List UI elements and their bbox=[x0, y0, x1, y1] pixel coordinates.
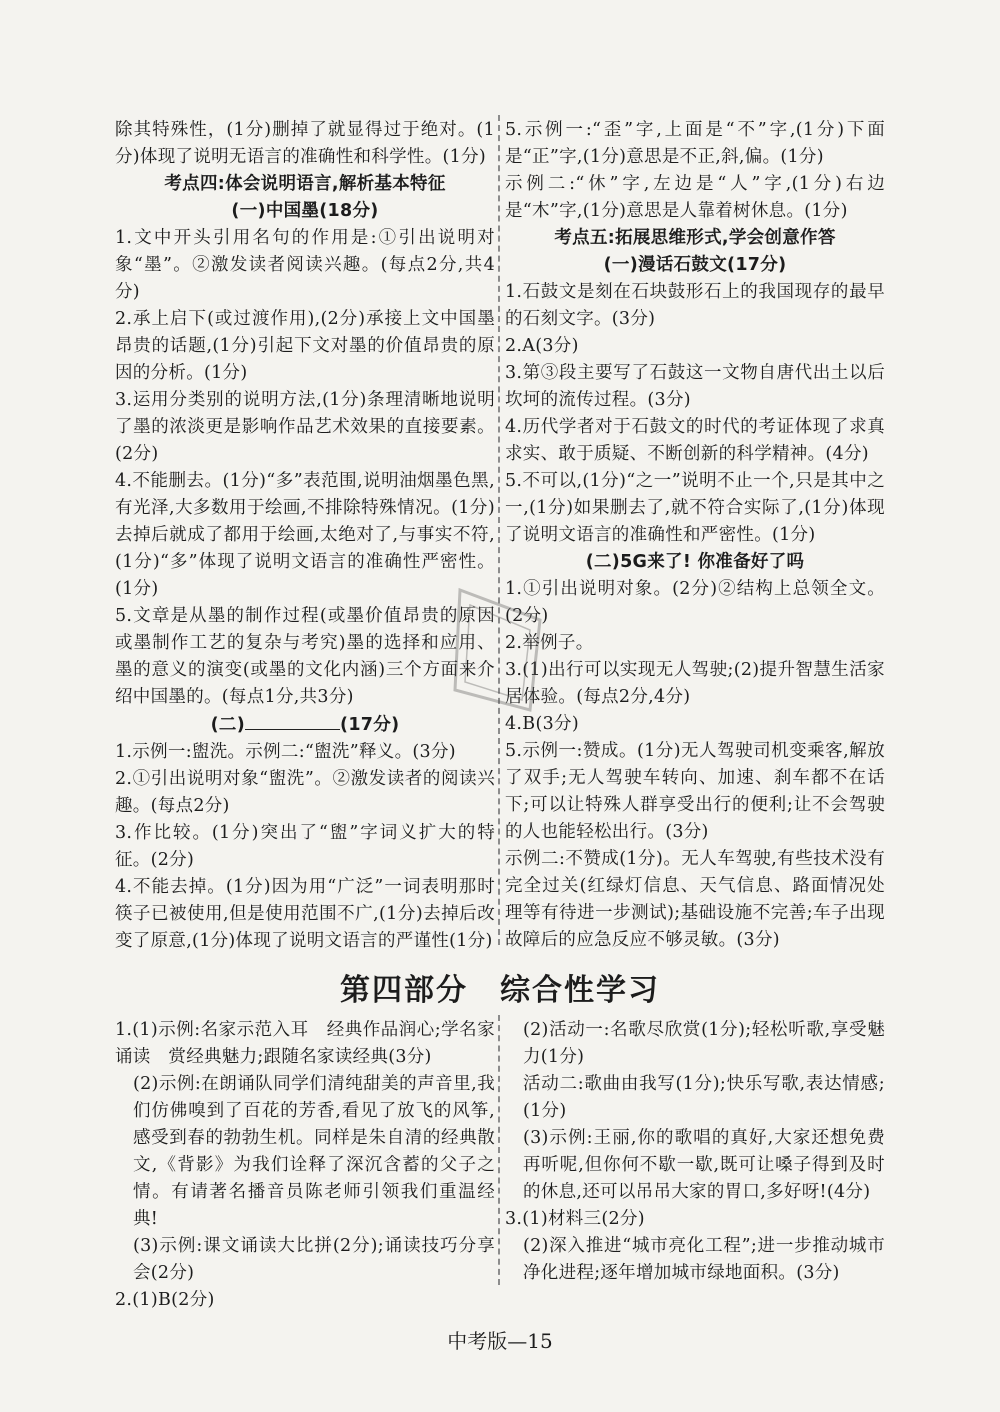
answer-item: 3.作比较。(1分)突出了“盥”字词义扩大的特征。(2分) bbox=[115, 823, 495, 870]
answer-item: (2)活动一:名歌尽欣赏(1分);轻松听歌,享受魅力(1分) bbox=[523, 1020, 885, 1067]
answer-item: 4.B(3分) bbox=[505, 714, 579, 734]
answer-item: 1.文中开头引用名句的作用是:①引出说明对象“墨”。②激发读者阅读兴趣。(每点2分,共4分) bbox=[115, 228, 495, 302]
bottom-left-column bbox=[115, 1017, 495, 1314]
sub2-title: (二)5G来了! 你准备好了吗 bbox=[585, 552, 805, 572]
sub2-prefix: (二) bbox=[210, 715, 246, 735]
answer-item: 5.示例一:“歪”字,上面是“不”字,(1分)下面是“正”字,(1分)意思是不正,斜,偏。(1分) bbox=[505, 120, 885, 167]
bottom-right-column bbox=[505, 1017, 885, 1287]
title-blank bbox=[245, 711, 340, 730]
answer-item: 1.示例一:盥洗。示例二:“盥洗”释义。(3分) bbox=[115, 742, 456, 762]
answer-item: 3.(1)出行可以实现无人驾驶;(2)提升智慧生活家居体验。(每点2分,4分) bbox=[505, 660, 885, 707]
answer-item: 5.示例一:赞成。(1分)无人驾驶司机变乘客,解放了双手;无人驾驶车转向、加速、刹车都不在话下;可以让特殊人群享受出行的便利;让不会驾驶的人也能轻松出行。(3分) bbox=[505, 741, 885, 842]
answer-item: 1.(1)示例:名家示范入耳 经典作品润心;学名家诵读 赏经典魅力;跟随名家读经典(3分) bbox=[115, 1020, 495, 1067]
answer-item: 5.不可以,(1分)“之一”说明不止一个,只是其中之一,(1分)如果删去了,就不符合实际了,(1分)体现了说明文语言的准确性和严密性。(1分) bbox=[505, 471, 885, 545]
answer-item: 2.承上启下(或过渡作用),(2分)承接上文中国墨昂贵的话题,(1分)引起下文对墨的价值昂贵的原因的分析。(1分) bbox=[115, 309, 495, 383]
sub1-title: (一)中国墨(18分) bbox=[231, 201, 379, 221]
answer-item: 活动二:歌曲由我写(1分);快乐写歌,表达情感;(1分) bbox=[523, 1074, 885, 1121]
answer-item: (2)示例:在朗诵队同学们清纯甜美的声音里,我们仿佛嗅到了百花的芳香,看见了放飞的风筝,感受到春的勃勃生机。同样是朱自清的经典散文,《背影》为我们诠释了深沉含蓄的父子之情。有请著名播音员陈老师引领我们重温经典! bbox=[133, 1074, 495, 1229]
answer-item: 5.文章是从墨的制作过程(或墨价值昂贵的原因或墨制作工艺的复杂与考究)墨的选择和应用、墨的意义的演变(或墨的文化内涵)三个方面来介绍中国墨的。(每点1分,共3分) bbox=[115, 606, 495, 707]
answer-item: 4.历代学者对于石鼓文的时代的考证体现了求真求实、敢于质疑、不断创新的科学精神。(4分) bbox=[505, 417, 885, 464]
answer-item: 3.运用分类别的说明方法,(1分)条理清晰地说明了墨的浓淡更是影响作品艺术效果的直接要素。(2分) bbox=[115, 390, 495, 464]
answer-item: 示例二:“休”字,左边是“人”字,(1分)右边是“木”字,(1分)意思是人靠着树休息。(1分) bbox=[505, 174, 885, 221]
column-divider bbox=[498, 115, 500, 945]
top-right-column bbox=[505, 117, 885, 954]
section4-title: 考点四:体会说明语言,解析基本特征 bbox=[164, 174, 446, 194]
sub2-suffix: (17分) bbox=[340, 715, 400, 735]
answer-item: 示例二:不赞成(1分)。无人车驾驶,有些技术没有完全过关(红绿灯信息、天气信息、路面情况处理等有待进一步测试);基础设施不完善;车子出现故障后的应急反应不够灵敏。(3分) bbox=[505, 849, 885, 950]
answer-item: (3)示例:课文诵读大比拼(2分);诵读技巧分享会(2分) bbox=[133, 1236, 495, 1283]
page-footer: 中考版—15 bbox=[447, 1329, 553, 1353]
answer-item: 3.(1)材料三(2分) bbox=[505, 1209, 645, 1229]
answer-item: 2.举例子。 bbox=[505, 633, 594, 653]
section5-title: 考点五:拓展思维形式,学会创意作答 bbox=[554, 228, 836, 248]
answer-item: (2)深入推进“城市亮化工程”;进一步推动城市净化进程;逐年增加城市绿地面积。(3分) bbox=[523, 1236, 885, 1283]
sub1-title: (一)漫话石鼓文(17分) bbox=[603, 255, 787, 275]
sub2-title bbox=[115, 711, 495, 739]
answer-item: 2.(1)B(2分) bbox=[115, 1290, 215, 1310]
answer-item: 1.①引出说明对象。(2分)②结构上总领全文。(2分) bbox=[505, 579, 885, 626]
answer-item: 2.①引出说明对象“盥洗”。②激发读者的阅读兴趣。(每点2分) bbox=[115, 769, 495, 816]
answer-item: 2.A(3分) bbox=[505, 336, 579, 356]
column-divider bbox=[498, 1015, 500, 1285]
stamp-watermark-icon bbox=[440, 580, 560, 720]
answer-item: 4.不能去掉。(1分)因为用“广泛”一词表明那时筷子已被使用,但是使用范围不广,(1分)去掉后改变了原意,(1分)体现了说明文语言的严谨性(1分) bbox=[115, 877, 495, 951]
answer-item: (3)示例:王丽,你的歌唱的真好,大家还想免费再听呢,但你何不歇一歇,既可让嗓子得到及时的休息,还可以吊吊大家的胃口,多好呀!(4分) bbox=[523, 1128, 885, 1202]
top-left-column bbox=[115, 117, 495, 955]
answer-item: 1.石鼓文是刻在石块鼓形石上的我国现存的最早的石刻文字。(3分) bbox=[505, 282, 885, 329]
answer-item: 3.第③段主要写了石鼓这一文物自唐代出土以后坎坷的流传过程。(3分) bbox=[505, 363, 885, 410]
lead-paragraph: 除其特殊性，(1分)删掉了就显得过于绝对。(1分)体现了说明无语言的准确性和科学性。(1分) bbox=[115, 120, 495, 167]
part-title: 第四部分 综合性学习 bbox=[340, 973, 660, 1008]
answer-item: 4.不能删去。(1分)“多”表范围,说明油烟墨色黑,有光泽,大多数用于绘画,不排除特殊情况。(1分)去掉后就成了都用于绘画,太绝对了,与事实不符,(1分)“多”体现了说明文语言的准确性严密性。(1分) bbox=[115, 471, 495, 599]
